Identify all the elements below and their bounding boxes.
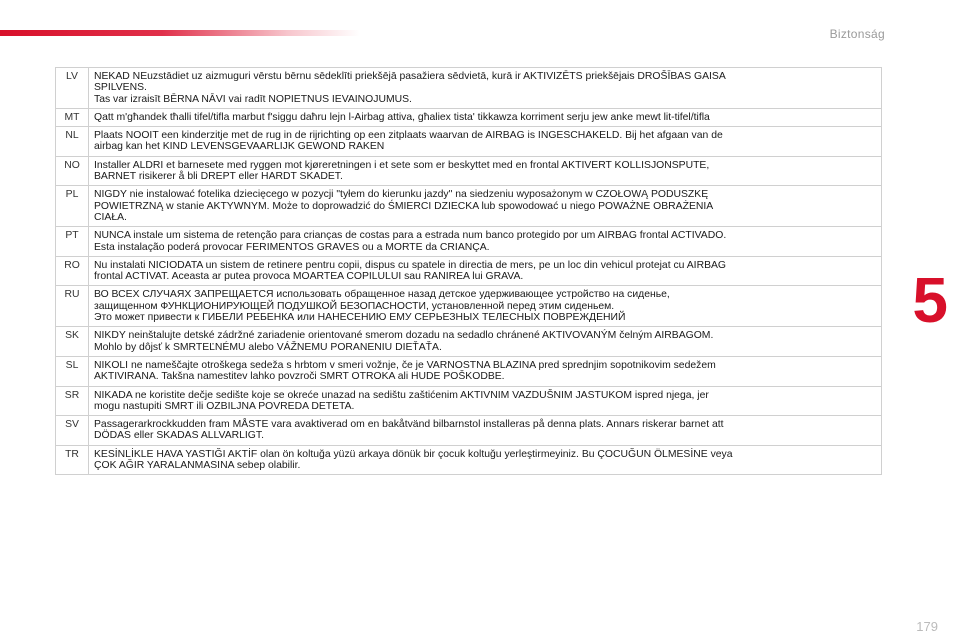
warning-text bbox=[89, 445, 882, 475]
warning-line: AKTIVIRANA. Takšna namestitev lahko povzroči SMRT OTROKA ali HUDE POŠKODBE. bbox=[94, 371, 505, 383]
language-code: SL bbox=[56, 356, 89, 386]
table-body bbox=[56, 68, 882, 475]
warning-line: NIGDY nie instalować fotelika dziecięcego w pozycji "tyłem do kierunku jazdy" na siedzeniu wyposażonym w CZOŁOWĄ PODUSZKĘ bbox=[94, 189, 709, 201]
language-warning-table bbox=[55, 67, 882, 475]
language-code: LV bbox=[56, 68, 89, 109]
table-row bbox=[56, 327, 882, 357]
warning-line: SPILVENS. bbox=[94, 82, 147, 94]
warning-line: Passagerarkrockkudden fram MÅSTE vara avaktiverad om en bakåtvänd bilbarnstol installeras på denna plats. Annars riskerar barnet att bbox=[94, 419, 724, 431]
warning-line: DÖDAS eller SKADAS ALLVARLIGT. bbox=[94, 430, 264, 442]
warning-line: NIKDY neinštalujte detské zádržné zariadenie orientované smerom dozadu na sedadlo chránené AKTIVOVANÝM čelným AIRBAGOM. bbox=[94, 330, 714, 342]
warning-line: ÇOK AĞIR YARALANMASINA sebep olabilir. bbox=[94, 460, 301, 472]
table-row bbox=[56, 286, 882, 327]
warning-line: NEKAD NEuzstādiet uz aizmuguri vērstu bērnu sēdeklīti priekšējā pasažiera sēdvietā, kurā ir AKTIVIZĒTS priekšējais DROŠĪBAS GAISA bbox=[94, 71, 726, 82]
warning-line: NIKOLI ne nameščajte otroškega sedeža s hrbtom v smeri vožnje, če je VARNOSTNA BLAZINA pred sprednjim sopotnikovim sedežem bbox=[94, 359, 716, 371]
warning-line: ВО ВСЕХ СЛУЧАЯХ ЗАПРЕЩАЕТСЯ использовать обращенное назад детское удерживающее устройство на сиденье, bbox=[94, 289, 670, 301]
language-code: PT bbox=[56, 227, 89, 257]
warning-line: Qatt m'għandek tħalli tifel/tifla marbut f'siggu daħru lejn l-Airbag attiva, għaliex tista' tikkawza korriment serju jew anke mewt lit-tifel/tifla bbox=[94, 111, 710, 123]
warning-line: Mohlo by dôjsť k SMRTEĽNÉMU alebo VÁŽNEMU PORANENIU DIEŤAŤA. bbox=[94, 341, 442, 353]
warning-line: Это может привести к ГИБЕЛИ РЕБЕНКА или НАНЕСЕНИЮ ЕМУ СЕРЬЕЗНЫХ ТЕЛЕСНЫХ ПОВРЕЖДЕНИЙ bbox=[94, 312, 626, 324]
warning-line: Tas var izraisīt BĒRNA NĀVI vai radīt NOPIETNUS IEVAINOJUMUS. bbox=[94, 93, 412, 105]
warning-line: airbag kan het KIND LEVENSGEVAARLIJK GEWOND RAKEN bbox=[94, 141, 385, 153]
language-code: SV bbox=[56, 416, 89, 446]
warning-text bbox=[89, 227, 882, 257]
language-code: MT bbox=[56, 108, 89, 126]
table-row bbox=[56, 356, 882, 386]
table-row bbox=[56, 445, 882, 475]
language-code: SK bbox=[56, 327, 89, 357]
warning-text bbox=[89, 386, 882, 416]
warning-text bbox=[89, 127, 882, 157]
warning-text bbox=[89, 156, 882, 186]
table-row bbox=[56, 127, 882, 157]
warning-text bbox=[89, 68, 882, 109]
table-row bbox=[56, 186, 882, 227]
warning-line: Nu instalati NICIODATA un sistem de retinere pentru copii, dispus cu spatele in directia de mers, pe un loc din vehicul protejat cu AIRBAG bbox=[94, 259, 727, 271]
warning-line: KESİNLİKLE HAVA YASTIĞI AKTİF olan ön koltuğa yüzü arkaya dönük bir çocuk koltuğu yerleştirmeyiniz. Bu ÇOCUĞUN ÖLMESİNE veya bbox=[94, 448, 733, 460]
warning-text bbox=[89, 108, 882, 126]
language-code: NL bbox=[56, 127, 89, 157]
warning-line: BARNET risikerer å bli DREPT eller HARDT SKADET. bbox=[94, 171, 343, 183]
language-code: RO bbox=[56, 256, 89, 286]
section-title: Biztonság bbox=[829, 27, 885, 41]
warning-line: Plaats NOOIT een kinderzitje met de rug in de rijrichting op een zitplaats waarvan de AIRBAG is INGESCHAKELD. Bij het afgaan van de bbox=[94, 130, 723, 142]
warning-line: POWIETRZNĄ w stanie AKTYWNYM. Może to doprowadzić do ŚMIERCI DZIECKA lub spowodować u niego POWAŻNE OBRAŻENIA bbox=[94, 200, 714, 212]
table-row bbox=[56, 68, 882, 109]
language-code: PL bbox=[56, 186, 89, 227]
warning-text bbox=[89, 256, 882, 286]
language-code: SR bbox=[56, 386, 89, 416]
page-number: 179 bbox=[916, 619, 938, 634]
language-code: NO bbox=[56, 156, 89, 186]
chapter-number: 5 bbox=[912, 264, 948, 336]
warning-line: Esta instalação poderá provocar FERIMENTOS GRAVES ou a MORTE da CRIANÇA. bbox=[94, 241, 490, 253]
header-accent-bar bbox=[0, 30, 360, 36]
language-code: RU bbox=[56, 286, 89, 327]
warning-text bbox=[89, 327, 882, 357]
warning-line: CIAŁA. bbox=[94, 211, 127, 223]
warning-line: NIKADA ne koristite dečje sedište koje se okreće unazad na sedištu zaštićenim AKTIVNIM VAZDUŠNIM JASTUKOM ispred njega, jer bbox=[94, 389, 709, 401]
table-row bbox=[56, 256, 882, 286]
language-code: TR bbox=[56, 445, 89, 475]
table-row bbox=[56, 156, 882, 186]
warning-text bbox=[89, 186, 882, 227]
warning-text bbox=[89, 286, 882, 327]
table-row bbox=[56, 386, 882, 416]
warning-line: frontal ACTIVAT. Aceasta ar putea provoca MOARTEA COPILULUI sau RANIREA lui GRAVA. bbox=[94, 271, 524, 283]
warning-text bbox=[89, 356, 882, 386]
warning-line: NUNCA instale um sistema de retenção para crianças de costas para a estrada num banco protegido por um AIRBAG frontal ACTIVADO. bbox=[94, 230, 727, 242]
warning-line: mogu nastupiti SMRT ili OZBILJNA POVREDA DETETA. bbox=[94, 400, 355, 412]
warning-line: защищенном ФУНКЦИОНИРУЮЩЕЙ ПОДУШКОЙ БЕЗОПАСНОСТИ, установленной перед этим сиденьем. bbox=[94, 300, 615, 312]
warning-text bbox=[89, 416, 882, 446]
table-row bbox=[56, 227, 882, 257]
table-row bbox=[56, 416, 882, 446]
warning-line: Installer ALDRI et barnesete med ryggen mot kjøreretningen i et sete som er beskyttet med en frontal AKTIVERT KOLLISJONSPUTE, bbox=[94, 159, 710, 171]
table-row bbox=[56, 108, 882, 126]
